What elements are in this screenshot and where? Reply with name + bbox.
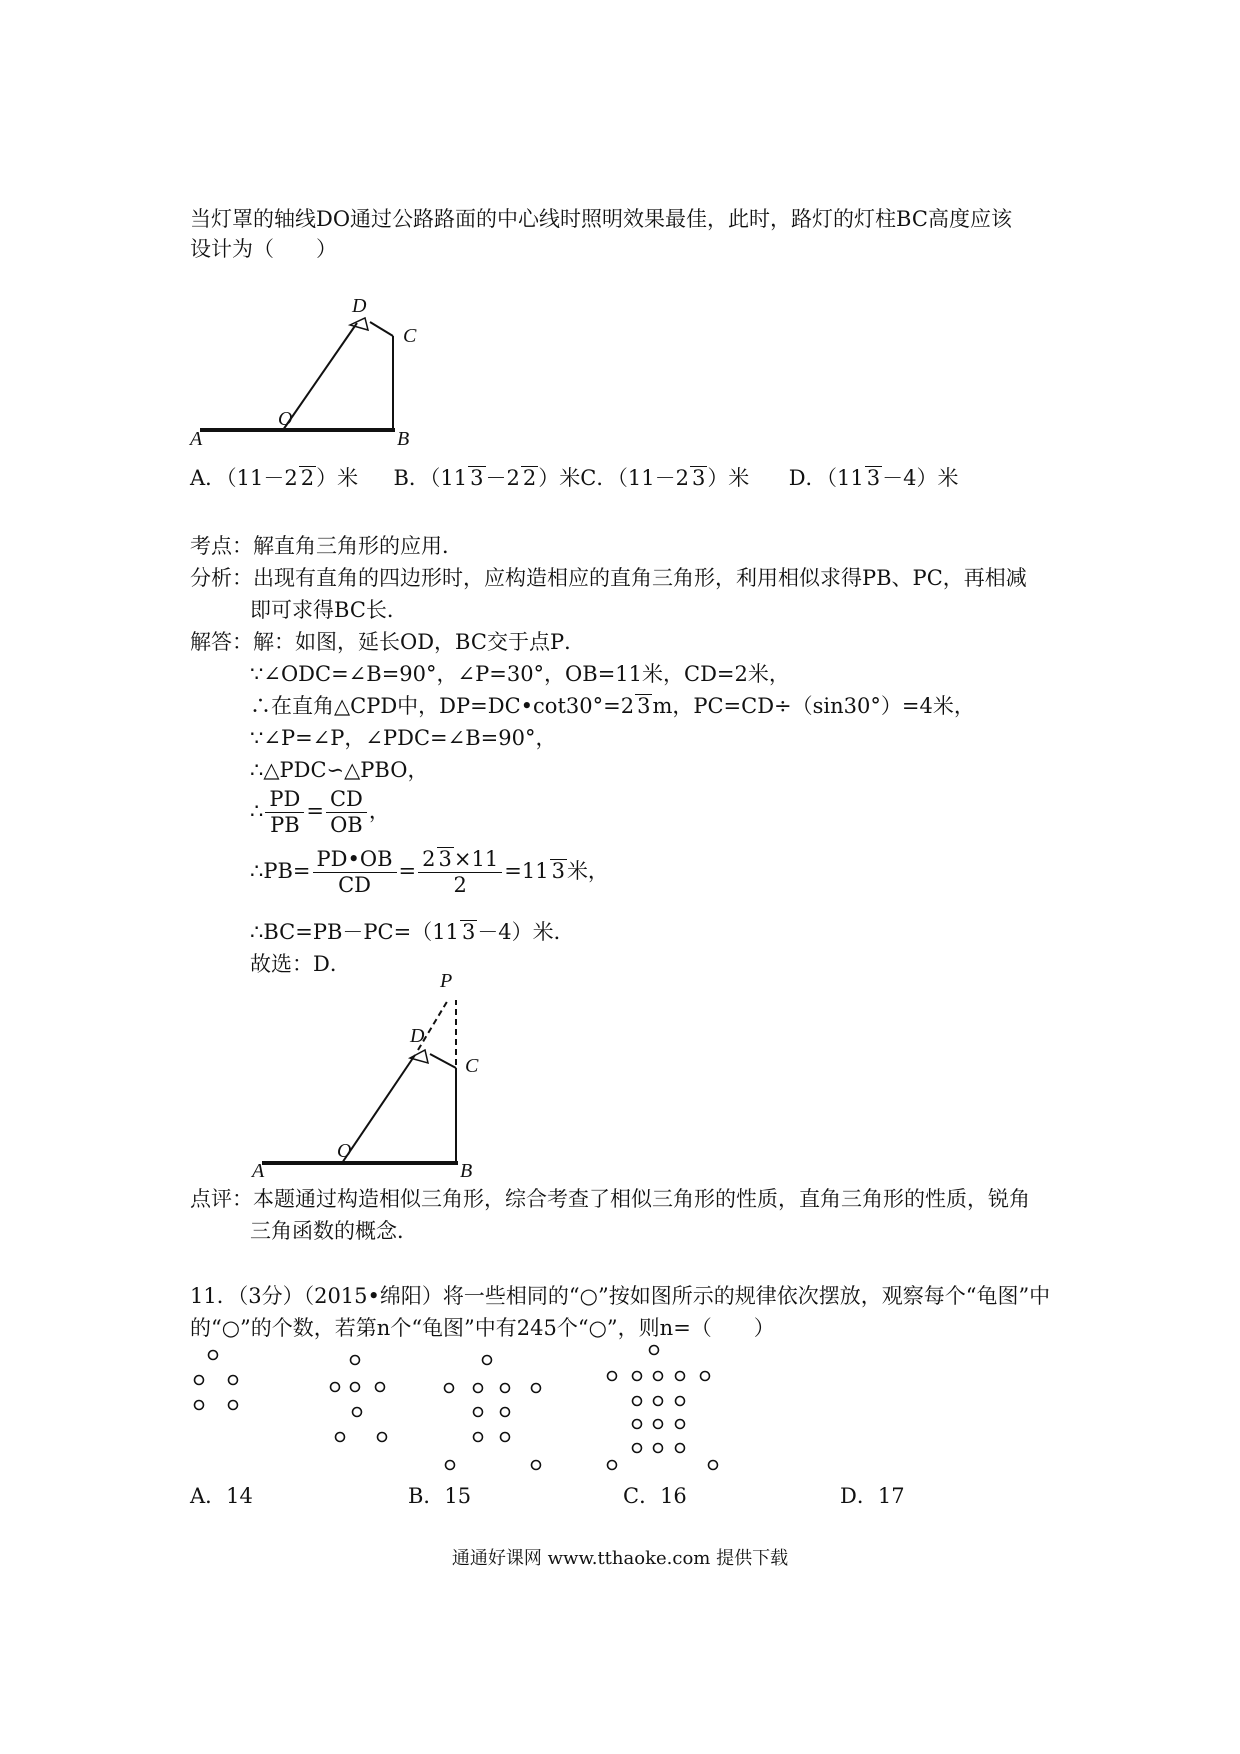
solution-step-7: ∴BC=PB－PC=（11 3－4）米．: [250, 920, 575, 944]
fig2-label-o: O: [337, 1140, 352, 1162]
q11-option-a: A．14: [190, 1484, 253, 1508]
solution-step-6: ∴PB= $\frac{PD•OB}{CD}$ = $\frac{2 3\times 11}{2}$ =11 3米，: [250, 847, 609, 898]
intro-line-2: 设计为（ ）: [190, 237, 337, 261]
q11-line-2: 的“○”的个数，若第n个“龟图”中有245个“○”，则n=（ ）: [190, 1316, 775, 1340]
solution-step-2: ∴在直角△CPD中，DP=DC•cot30°=2 3m，PC=CD÷（sin30°）=4米，: [250, 694, 975, 718]
kaodian: 考点：解直角三角形的应用．: [190, 534, 463, 558]
solution-step-1: ∵∠ODC=∠B=90°，∠P=30°，OB=11米，CD=2米，: [250, 662, 790, 686]
q11-option-d: D．17: [840, 1484, 905, 1508]
q10-option-a: A．（11－2 2）米: [190, 466, 359, 490]
fig2-label-p: P: [440, 970, 453, 992]
fenxi-line-2: 即可求得BC长．: [250, 598, 408, 622]
solution-step-5: ∴ $\frac{PD}{PB}$ = $\frac{CD}{OB}$ ，: [250, 787, 390, 838]
jieda-line: 解答：解：如图，延长OD，BC交于点P．: [190, 630, 586, 654]
fig2-label-b: B: [460, 1160, 473, 1182]
fig2-label-c: C: [465, 1055, 479, 1077]
fenxi-line-1: 分析：出现有直角的四边形时，应构造相应的直角三角形，利用相似求得PB、PC，再相减: [190, 566, 1027, 590]
solution-step-3: ∵∠P=∠P，∠PDC=∠B=90°，: [250, 726, 557, 750]
q10-option-d: D．（11 3－4）米: [788, 466, 959, 490]
fig2-label-d: D: [410, 1025, 425, 1047]
q11-option-c: C．16: [623, 1484, 687, 1508]
dianping-line-2: 三角函数的概念．: [250, 1219, 418, 1243]
fig1-label-b: B: [397, 428, 410, 450]
solution-step-4: ∴△PDC∽△PBO，: [250, 758, 429, 782]
fig2-label-a: A: [252, 1160, 265, 1182]
dianping-line-1: 点评：本题通过构造相似三角形，综合考查了相似三角形的性质，直角三角形的性质，锐角: [190, 1187, 1030, 1211]
solution-step-8: 故选：D．: [250, 952, 351, 976]
q10-option-bc: B．（11 3－2 2）米C．（11－2 3）米: [393, 466, 750, 490]
fig1-label-d: D: [352, 295, 367, 317]
fig1-label-c: C: [403, 325, 417, 347]
fig1-label-o: O: [278, 408, 293, 430]
fig1-label-a: A: [190, 428, 203, 450]
q11-line-1: 11．（3分）（2015•绵阳）将一些相同的“○”按如图所示的规律依次摆放，观察每个“龟图”中: [190, 1284, 1051, 1308]
intro-line-1: 当灯罩的轴线DO通过公路路面的中心线时照明效果最佳，此时，路灯的灯柱BC高度应该: [190, 207, 1012, 231]
q11-option-b: B．15: [408, 1484, 472, 1508]
page-footer: 通通好课网 www.tthaoke.com 提供下载: [451, 1548, 789, 1569]
